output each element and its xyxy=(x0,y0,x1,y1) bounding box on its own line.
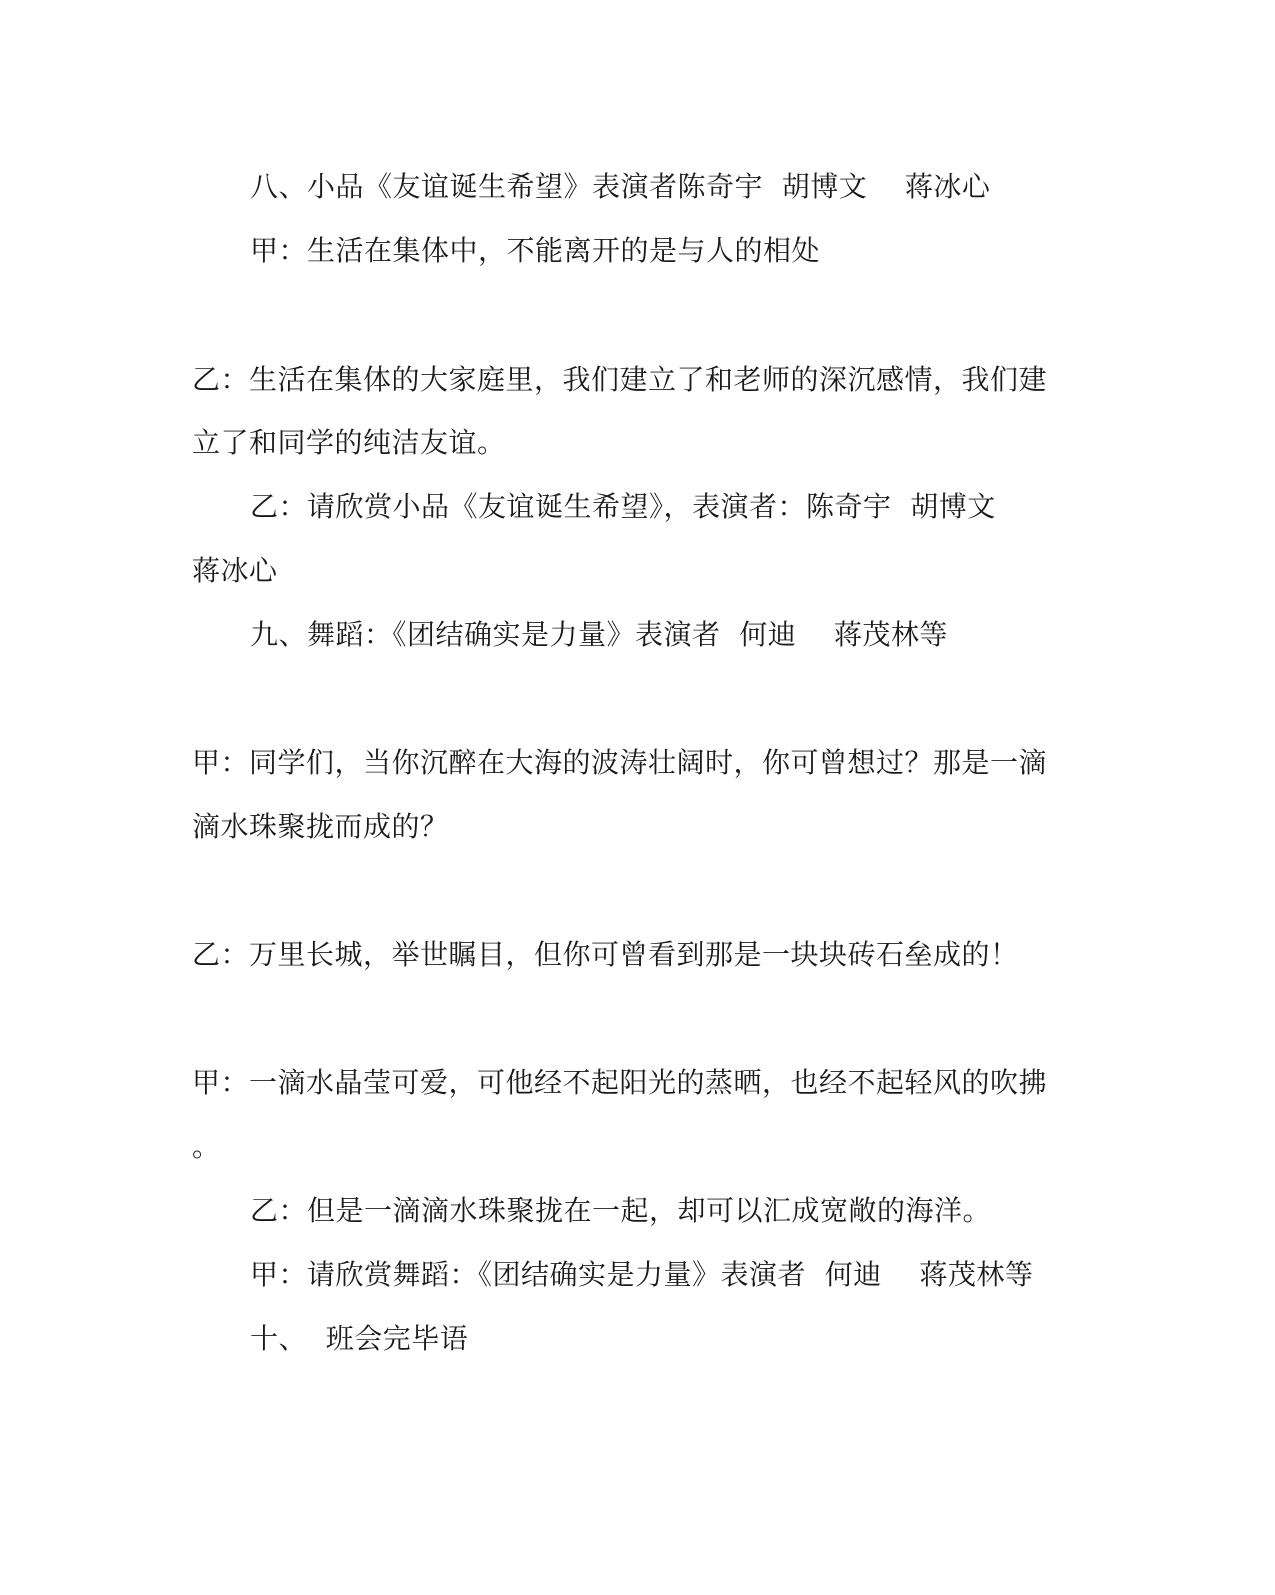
dialogue-line: 乙：生活在集体的大家庭里，我们建立了和老师的深沉感情，我们建 xyxy=(192,363,1048,396)
dialogue-line: 甲：同学们，当你沉醉在大海的波涛壮阔时，你可曾想过？那是一滴 xyxy=(192,746,1048,779)
dialogue-line-continuation: 。 xyxy=(192,1130,221,1163)
dialogue-line: 甲：一滴水晶莹可爱，可他经不起阳光的蒸晒，也经不起轻风的吹拂 xyxy=(192,1066,1048,1099)
dialogue-line: 乙：请欣赏小品《友谊诞生希望》，表演者：陈奇宇 胡博文 xyxy=(250,490,996,523)
program-item-10: 十、 班会完毕语 xyxy=(250,1322,469,1355)
dialogue-line: 乙：但是一滴滴水珠聚拢在一起，却可以汇成宽敞的海洋。 xyxy=(250,1194,992,1227)
program-item-8: 八、小品《友谊诞生希望》表演者陈奇宇 胡博文 蒋冰心 xyxy=(250,170,991,203)
dialogue-line: 甲：生活在集体中，不能离开的是与人的相处 xyxy=(250,234,821,267)
dialogue-line-continuation: 滴水珠聚拢而成的？ xyxy=(192,810,449,843)
dialogue-line-continuation: 蒋冰心 xyxy=(192,554,278,587)
dialogue-line: 乙：万里长城，举世瞩目，但你可曾看到那是一块块砖石垒成的！ xyxy=(192,938,1019,971)
program-item-9: 九、舞蹈：《团结确实是力量》表演者 何迪 蒋茂林等 xyxy=(250,618,948,651)
dialogue-line: 甲：请欣赏舞蹈：《团结确实是力量》表演者 何迪 蒋茂林等 xyxy=(250,1258,1034,1291)
dialogue-line-continuation: 立了和同学的纯洁友谊。 xyxy=(192,426,506,459)
